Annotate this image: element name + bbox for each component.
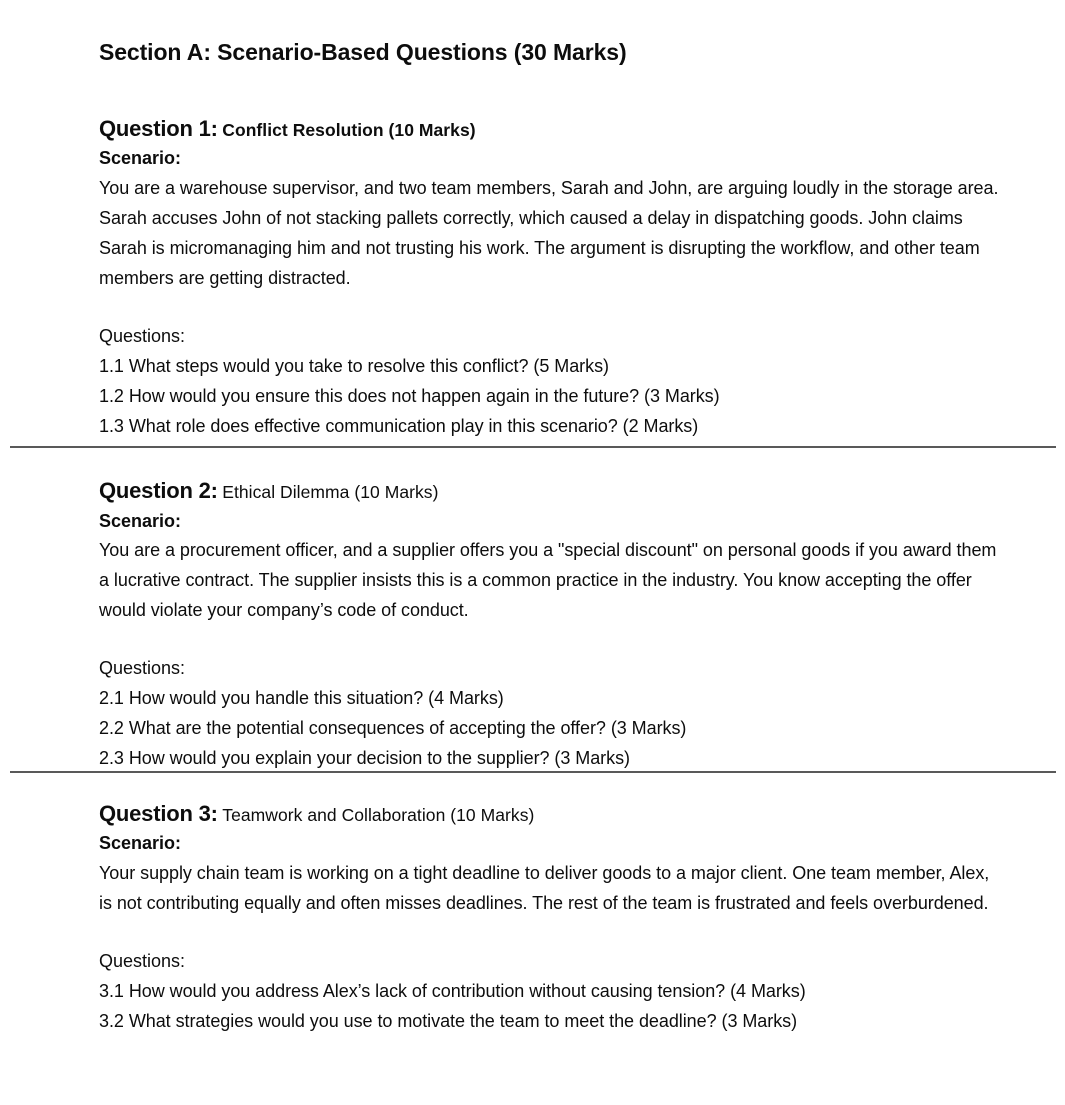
- question-1-scenario-text: You are a warehouse supervisor, and two team members, Sarah and John, are arguing loudly in the storage area. Sarah accuses John of not stacking pallets correctly, which caused a delay in dispatching goods. John claims Sarah is micromanaging him and not trusting his work. The argument is disrupting the workflow, and other team members are getting distracted.: [99, 177, 999, 288]
- list-item: 1.2 How would you ensure this does not happen again in the future? (3 Marks): [99, 386, 720, 407]
- question-2-heading: [99, 477, 999, 506]
- list-item: 3.1 How would you address Alex’s lack of contribution without causing tension? (4 Marks): [99, 980, 806, 1001]
- question-3-scenario-text: Your supply chain team is working on a tight deadline to deliver goods to a major client. One team member, Alex, is not contributing equally and often misses deadlines. The rest of the team is frustrated and feels overburdened.: [99, 862, 990, 913]
- list-item: 2.3 How would you explain your decision to the supplier? (3 Marks): [99, 748, 630, 769]
- question-2-label: Question 2:: [99, 478, 218, 504]
- question-block-3: [99, 774, 999, 1036]
- question-1-subtitle: Conflict Resolution (10 Marks): [222, 119, 476, 140]
- section-divider-1: [10, 446, 1056, 448]
- question-2-subtitle: Ethical Dilemma (10 Marks): [222, 482, 439, 503]
- list-item: 1.1 What steps would you take to resolve this conflict? (5 Marks): [99, 356, 609, 377]
- question-3-list: [99, 976, 999, 1036]
- list-item: 3.2 What strategies would you use to motivate the team to meet the deadline? (3 Marks): [99, 1010, 798, 1031]
- question-1-heading: [99, 115, 999, 144]
- question-2-scenario-label: Scenario:: [99, 510, 182, 531]
- list-item: 2.1 How would you handle this situation? (4 Marks): [99, 688, 504, 709]
- question-1-scenario-label: Scenario:: [99, 148, 182, 169]
- question-3-questions-label: Questions:: [99, 950, 186, 971]
- question-1-list: [99, 351, 999, 441]
- question-1-label: Question 1:: [99, 115, 218, 141]
- question-3-subtitle: Teamwork and Collaboration (10 Marks): [222, 804, 535, 825]
- section-divider-2: [10, 771, 1056, 773]
- question-block-1: [99, 67, 999, 441]
- question-1-questions-label: Questions:: [99, 325, 186, 346]
- question-3-scenario-label: Scenario:: [99, 833, 182, 854]
- list-item: 1.3 What role does effective communication play in this scenario? (2 Marks): [99, 416, 699, 437]
- question-block-2: [99, 441, 999, 773]
- question-2-scenario-text: You are a procurement officer, and a supplier offers you a "special discount" on personal goods if you award them a lucrative contract. The supplier insists this is a common practice in the industry. You know accepting the offer would violate your company’s code of conduct.: [99, 540, 997, 621]
- question-3-label: Question 3:: [99, 800, 218, 826]
- document-content: [99, 0, 999, 1036]
- question-2-list: [99, 683, 999, 773]
- question-3-heading: [99, 800, 999, 829]
- page-title: Section A: Scenario-Based Questions (30 Marks): [99, 39, 627, 65]
- question-2-questions-label: Questions:: [99, 658, 186, 679]
- list-item: 2.2 What are the potential consequences of accepting the offer? (3 Marks): [99, 718, 687, 739]
